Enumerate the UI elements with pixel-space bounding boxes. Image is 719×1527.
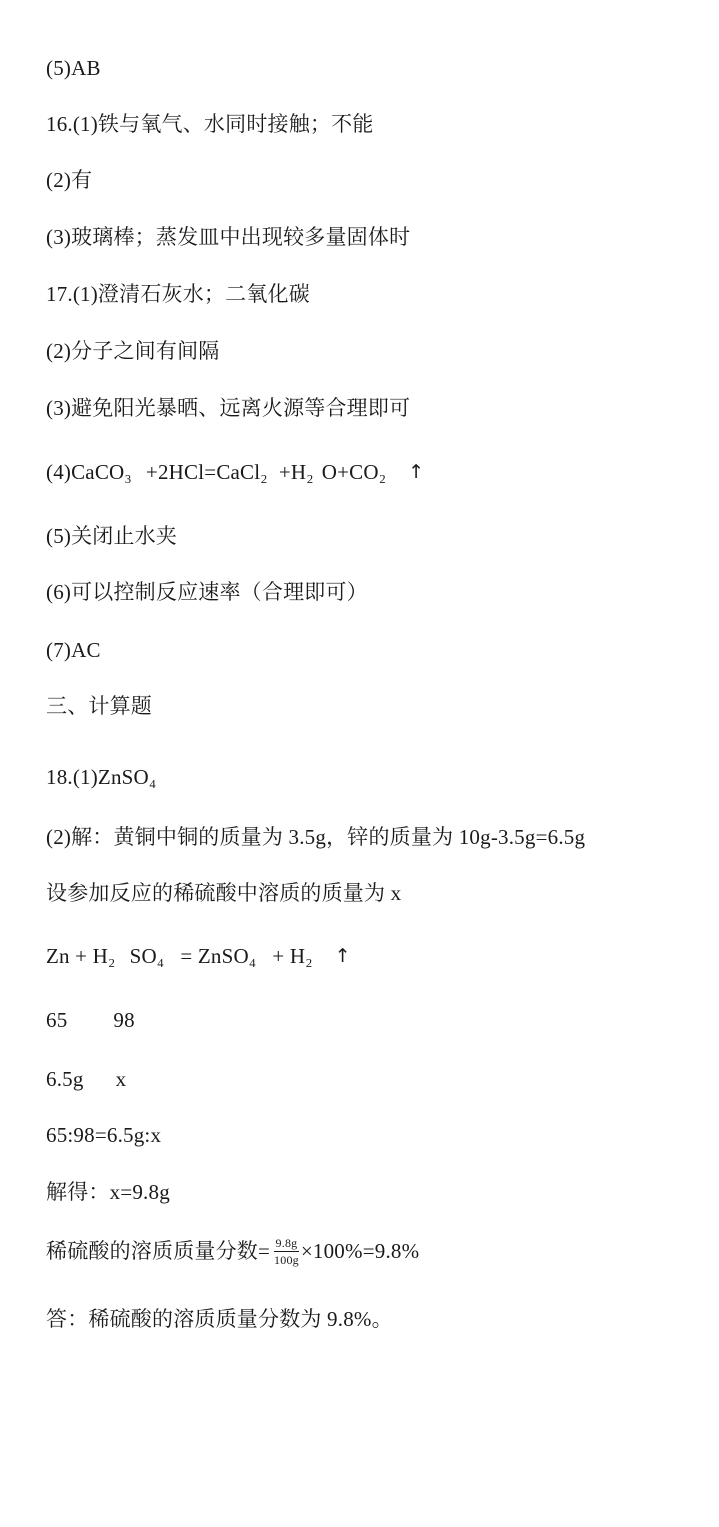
answer-17-3: (3)避免阳光暴晒、远离火源等合理即可 <box>46 396 411 420</box>
fraction-denominator: 100g <box>274 1252 299 1267</box>
answer-18-1: 18.(1)ZnSO₄ <box>46 765 157 789</box>
proportion-equation: 65:98=6.5g:x <box>46 1123 162 1147</box>
mass-zn: 6.5g <box>46 1067 84 1091</box>
answer-17-6: (6)可以控制反应速率（合理即可） <box>46 580 368 604</box>
equation-h2: +H₂ <box>278 460 314 484</box>
solution-result: 解得：x=9.8g <box>46 1180 170 1204</box>
mass-unknown-x: x <box>115 1067 127 1091</box>
fraction <box>274 1236 299 1267</box>
gas-up-arrow-icon: ↑ <box>408 461 425 483</box>
mass-fraction-label: 稀硫酸的溶质质量分数= <box>46 1239 271 1263</box>
reaction-equation-zn <box>46 942 351 970</box>
equation-o-co2: O+CO₂ <box>321 460 387 484</box>
answer-17-2: (2)分子之间有间隔 <box>46 339 220 363</box>
molar-mass-row <box>46 1006 135 1034</box>
answer-16-3: (3)玻璃棒；蒸发皿中出现较多量固体时 <box>46 225 411 249</box>
equation-zn-h2: Zn + H₂ <box>46 944 116 968</box>
mass-fraction-calculation <box>46 1237 419 1269</box>
answer-17-5: (5)关闭止水夹 <box>46 524 178 548</box>
equation-hcl-cacl2: +2HCl=CaCl₂ <box>145 460 268 484</box>
answer-17-1: 17.(1)澄清石灰水；二氧化碳 <box>46 282 310 306</box>
molar-mass-h2so4: 98 <box>113 1008 135 1032</box>
answer-18-2-intro: (2)解：黄铜中铜的质量为 3.5g，锌的质量为 10g-3.5g=6.5g <box>46 825 586 849</box>
gas-up-arrow-icon: ↑ <box>334 945 351 967</box>
answer-17-4-equation <box>46 458 424 486</box>
answer-18-2-assumption: 设参加反应的稀硫酸中溶质的质量为 x <box>46 881 402 905</box>
answer-15-5: (5)AB <box>46 56 101 80</box>
equation-znso4: = ZnSO₄ <box>180 944 257 968</box>
final-answer: 答：稀硫酸的溶质质量分数为 9.8%。 <box>46 1307 393 1331</box>
fraction-numerator: 9.8g <box>275 1235 298 1250</box>
mass-row <box>46 1065 126 1093</box>
equation-reactant-caco3: (4)CaCO₃ <box>46 460 132 484</box>
mass-fraction-result: ×100%=9.8% <box>300 1239 420 1263</box>
section-heading-calculation: 三、计算题 <box>46 694 152 718</box>
equation-h2-product: + H₂ <box>272 944 313 968</box>
equation-so4: SO₄ <box>129 944 165 968</box>
molar-mass-zn: 65 <box>46 1008 68 1032</box>
answer-16-2: (2)有 <box>46 168 93 192</box>
answer-17-7: (7)AC <box>46 638 101 662</box>
answer-16-1: 16.(1)铁与氧气、水同时接触；不能 <box>46 112 374 136</box>
